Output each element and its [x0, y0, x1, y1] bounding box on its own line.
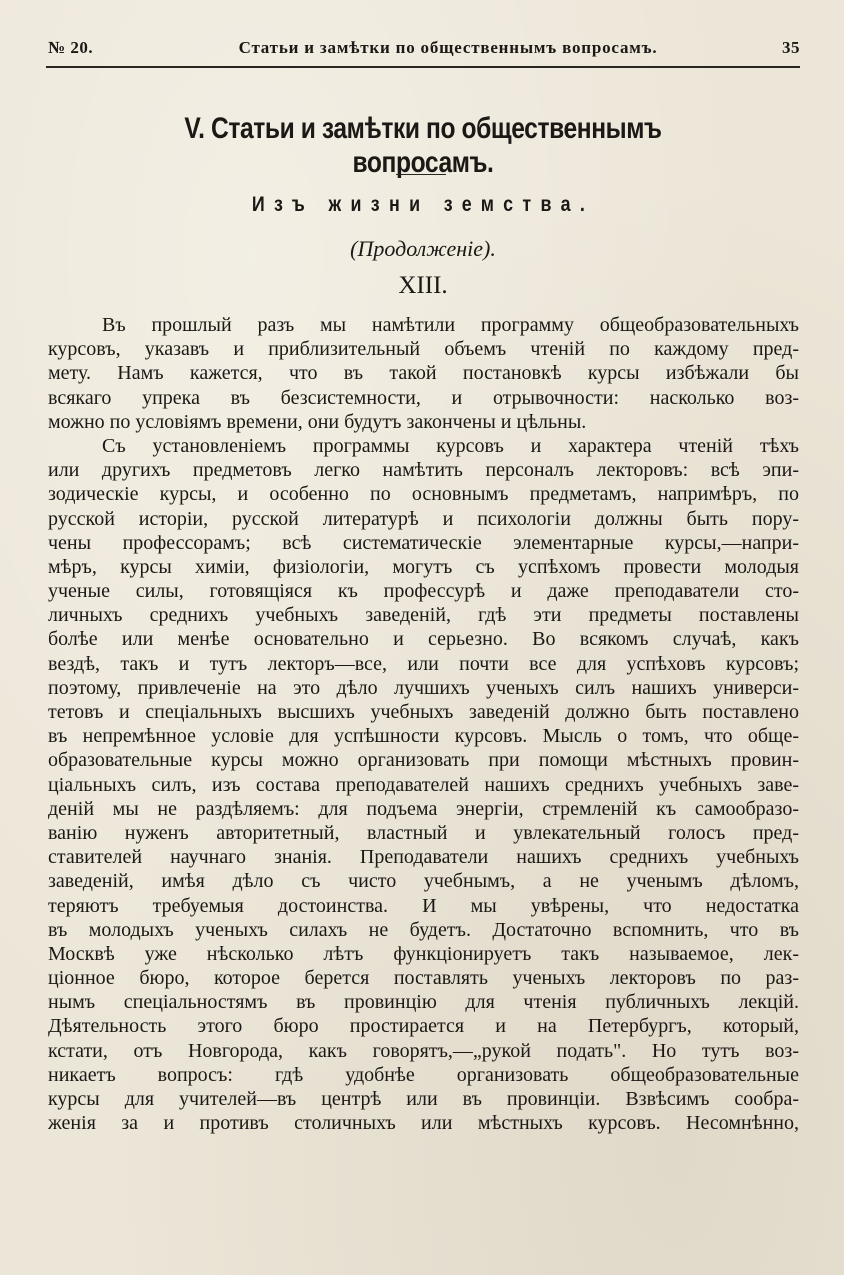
text-line: зодическіе курсы, и особенно по основнымъ предметамъ, напримѣръ, по	[48, 483, 799, 506]
chapter-number: XIII.	[398, 272, 448, 299]
text-line: заведеній, имѣя дѣло съ чисто учебнымъ, а не ученымъ дѣломъ,	[48, 870, 799, 893]
page-number: 35	[782, 38, 800, 57]
text-line: Въ прошлый разъ мы намѣтили программу общеобразовательныхъ	[102, 314, 799, 336]
header-rule	[46, 66, 800, 68]
text-line: ставителей научнаго знанія. Преподаватели нашихъ среднихъ учебныхъ	[48, 846, 799, 869]
text-line: вездѣ, такъ и тутъ лекторъ—все, или почти все для успѣховъ курсовъ;	[48, 652, 799, 675]
text-line: тетовъ и спеціальныхъ высшихъ учебныхъ заведеній должно быть поставлено	[48, 701, 799, 723]
text-line: можно по условіямъ времени, они будутъ закончены и цѣльны.	[48, 410, 587, 433]
text-line: личныхъ среднихъ учебныхъ заведеній, гдѣ эти предметы поставлены	[48, 604, 799, 627]
text-line: ціальныхъ силъ, изъ состава преподавателей нашихъ среднихъ учебныхъ заве-	[48, 773, 799, 796]
text-line: Дѣятельность этого бюро простирается и на Петербургъ, который,	[48, 1015, 799, 1038]
text-line: образовательные курсы можно организовать при помощи мѣстныхъ провин-	[48, 749, 799, 772]
text-line: ванію нуженъ авторитетный, властный и увлекательный голосъ пред-	[48, 821, 799, 844]
text-line: всякаго упрека въ безсистемности, и отрывочности: насколько воз-	[48, 386, 799, 409]
text-line: женія за и противъ столичныхъ или мѣстныхъ курсовъ. Несомнѣнно,	[48, 1112, 799, 1135]
text-line: въ непремѣнное условіе для успѣшности курсовъ. Мысль о томъ, что обще-	[48, 725, 799, 748]
text-line: теряютъ требуемыя достоинства. И мы увѣрены, что недостатка	[48, 894, 799, 917]
text-line: мѣръ, курсы химіи, физіологіи, могутъ съ успѣхомъ провести молодыя	[48, 555, 799, 578]
text-line: поэтому, привлеченіе на это дѣло лучшихъ ученыхъ силъ нашихъ универси-	[48, 676, 799, 699]
body-text	[48, 313, 799, 1135]
text-line: нымъ спеціальностямъ въ провинцію для чтенія публичныхъ лекцій.	[48, 991, 799, 1014]
issue-number: № 20.	[48, 38, 94, 57]
article-title: Изъ жизни земства.	[251, 193, 595, 216]
text-line: Москвѣ уже нѣсколько лѣтъ функціонируетъ такъ называемое, лек-	[48, 942, 799, 965]
text-line: мету. Намъ кажется, что въ такой постановкѣ курсы избѣжали бы	[48, 362, 799, 385]
title-divider	[396, 174, 446, 175]
text-line: русской исторіи, русской литературѣ и психологіи должны быть пору-	[48, 507, 799, 530]
text-line: чены профессорамъ; всѣ систематическіе элементарные курсы,—напри-	[48, 531, 799, 554]
text-line: деній мы не раздѣляемъ: для подъема энергіи, стремленій къ самообразо-	[48, 797, 799, 820]
text-line: никаетъ вопросъ: гдѣ удобнѣе организовать общеобразовательные	[48, 1063, 799, 1086]
text-line: въ молодыхъ ученыхъ силахъ не будетъ. Достаточно вспомнить, что въ	[48, 918, 799, 941]
text-line: ученые силы, готовящіяся къ профессурѣ и даже преподаватели сто-	[48, 580, 799, 603]
text-line: болѣе или менѣе основательно и серьезно. Во всякомъ случаѣ, какъ	[48, 628, 799, 651]
text-line: кстати, отъ Новгорода, какъ говорятъ,—„рукой подать". Но тутъ воз-	[48, 1039, 799, 1062]
text-line: ціонное бюро, которое берется поставлять ученыхъ лекторовъ по раз-	[48, 967, 799, 990]
text-line: курсы для учителей—въ центрѣ или въ провинціи. Взвѣсимъ сообра-	[48, 1088, 799, 1110]
continuation-note: (Продолженіе).	[350, 236, 496, 261]
running-title: Статьи и замѣтки по общественнымъ вопросамъ.	[238, 38, 658, 57]
text-line: курсовъ, указавъ и приблизительный объемъ чтеній по каждому пред-	[48, 338, 799, 361]
running-head	[48, 38, 800, 60]
text-line: Съ установленіемъ программы курсовъ и характера чтеній тѣхъ	[102, 434, 799, 457]
text-line: или другихъ предметовъ легко намѣтить персоналъ лекторовъ: всѣ эпи-	[48, 459, 799, 482]
section-title: V. Статьи и замѣтки по общественнымъ вопросамъ.	[184, 112, 662, 179]
